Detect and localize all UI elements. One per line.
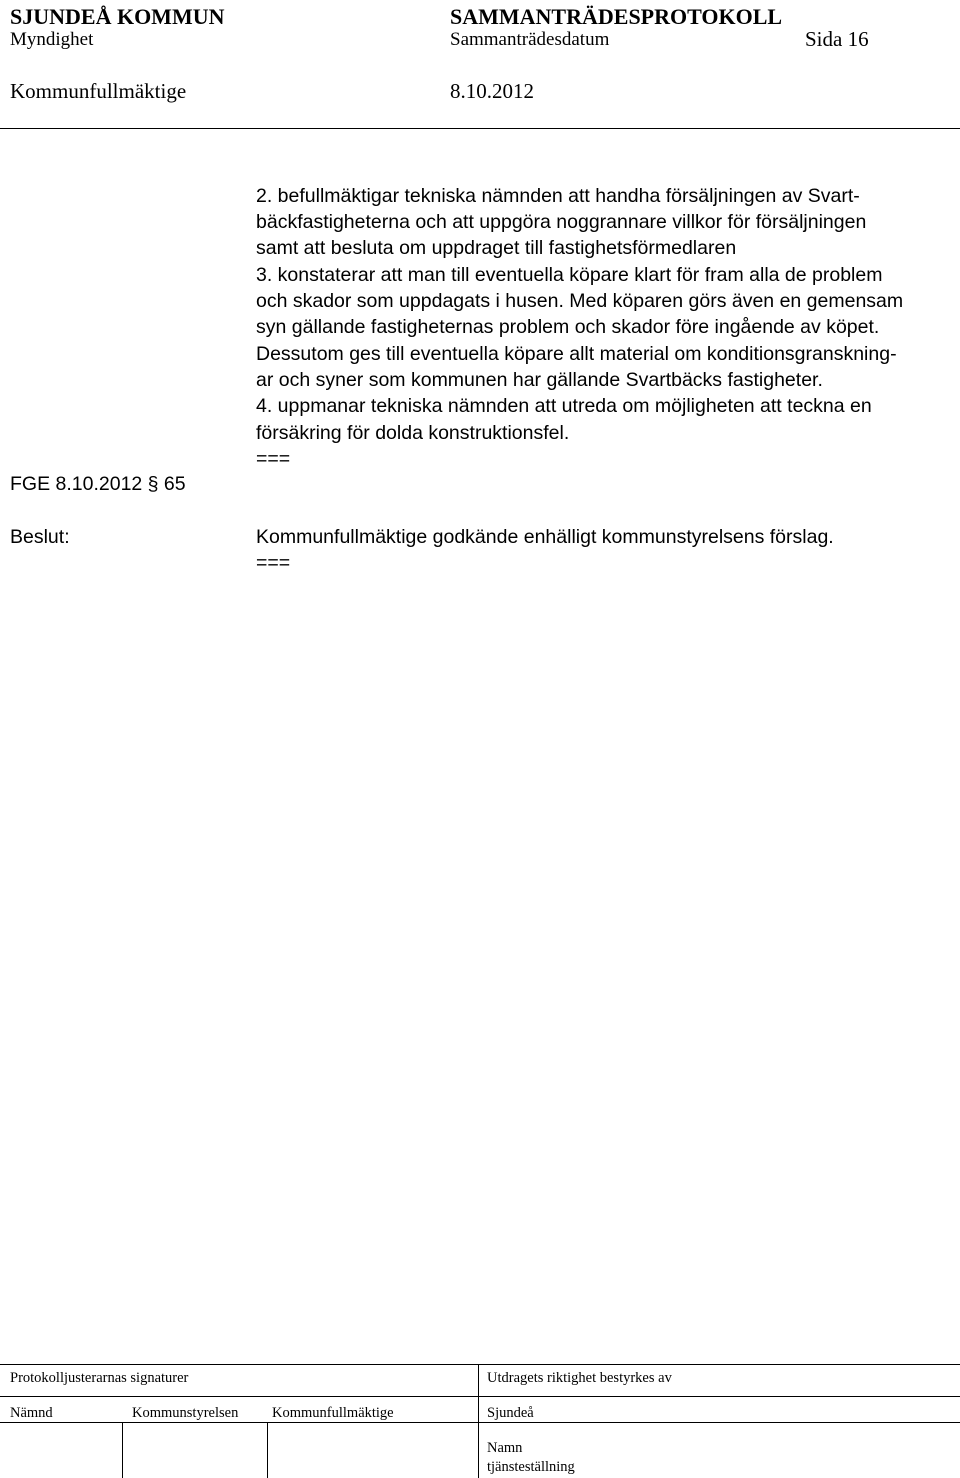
decision-label: Beslut: <box>10 526 70 548</box>
footer-col-divider <box>267 1422 268 1478</box>
footer-mid-rule <box>0 1396 960 1397</box>
body-line: och skador som uppdagats i husen. Med köparen görs även en gemensam <box>256 290 904 312</box>
certify-label: Utdragets riktighet bestyrkes av <box>487 1370 672 1386</box>
signature-col-board: Nämnd <box>10 1405 53 1421</box>
signatures-label: Protokolljusterarnas signaturer <box>10 1370 189 1386</box>
body-line: syn gällande fastigheternas problem och skador före ingående av köpet. <box>256 316 880 338</box>
footer-top-rule <box>0 1364 960 1365</box>
authority-label: Myndighet <box>10 29 94 50</box>
body-line: samt att besluta om uppdraget till fastighetsförmedlaren <box>256 237 737 259</box>
body-line: försäkring för dolda konstruktionsfel. <box>256 422 570 444</box>
certify-name-label: Namn <box>487 1440 523 1456</box>
header-rule <box>0 128 960 129</box>
page-number: Sida 16 <box>805 27 869 51</box>
decision-text: Kommunfullmäktige godkände enhälligt kommunstyrelsens förslag. <box>256 526 834 548</box>
body-line: 4. uppmanar tekniska nämnden att utreda om möjligheten att teckna en <box>256 395 872 417</box>
authority-name: Kommunfullmäktige <box>10 79 187 103</box>
body-line: bäckfastigheterna och att uppgöra noggrannare villkor för försäljningen <box>256 211 867 233</box>
document-type: SAMMANTRÄDESPROTOKOLL <box>450 4 783 29</box>
footer-col-divider <box>122 1422 123 1478</box>
signature-col-executive: Kommunstyrelsen <box>132 1405 239 1421</box>
certify-place: Sjundeå <box>487 1405 534 1421</box>
body-separator: === <box>256 448 291 470</box>
footer-row-rule <box>0 1422 960 1423</box>
signature-col-council: Kommunfullmäktige <box>272 1405 394 1421</box>
org-name: SJUNDEÅ KOMMUN <box>10 4 225 29</box>
section-reference: FGE 8.10.2012 § 65 <box>10 473 186 495</box>
certify-title-label: tjänsteställning <box>487 1459 575 1475</box>
body-line: Dessutom ges till eventuella köpare allt material om konditionsgranskning- <box>256 343 897 365</box>
meeting-date: 8.10.2012 <box>450 79 534 103</box>
body-line: 3. konstaterar att man till eventuella köpare klart för fram alla de problem <box>256 264 883 286</box>
body-line: 2. befullmäktigar tekniska nämnden att handha försäljningen av Svart- <box>256 185 860 207</box>
meeting-date-label: Sammanträdesdatum <box>450 29 610 50</box>
body-line: ar och syner som kommunen har gällande Svartbäcks fastigheter. <box>256 369 823 391</box>
decision-separator: === <box>256 552 291 574</box>
footer-col-divider <box>478 1364 479 1478</box>
